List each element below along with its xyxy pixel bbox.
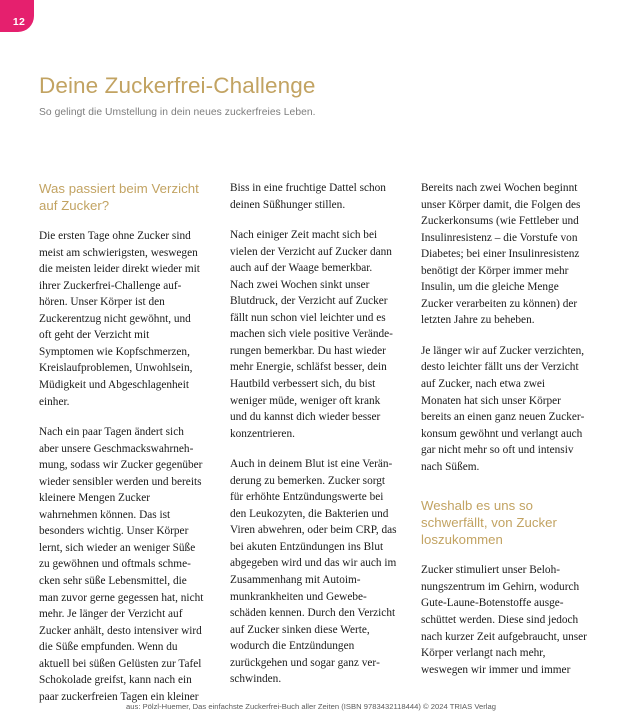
paragraph: Nach einiger Zeit macht sich bei vielen der Verzicht auf Zucker dann auch auf der Waage bemerkbar. Nach zwei Wochen sinkt unser Blutdruck, der Verzicht auf Zucker fällt nun schon viel leichter und es machen sich viele positive Veränderungen bemerkbar. Du hast wieder mehr Energie, schläfst besser, dein Hautbild verbessert sich, du bist weniger müde, weniger oft krank und du kannst dich wieder besser konzentrieren.	[230, 229, 393, 440]
text-column-1	[39, 180, 206, 705]
section-heading-weshalb: Weshalb es uns so schwerfällt, von Zucker loszukommen	[421, 498, 557, 548]
paragraph: Biss in eine fruchtige Dattel schon deinen Süßhunger stillen.	[230, 182, 386, 211]
page-title: Deine Zuckerfrei-Challenge	[39, 73, 316, 99]
paragraph: Je länger wir auf Zucker verzichten, desto leichter fällt uns der Verzicht auf Zucker, nach etwa zwei Monaten hat sich unser Körper bereits an einen ganz neuen Zuckerkonsum gewöhnt und verlangt auch gar nicht mehr so oft und intensiv nach Süßem.	[421, 344, 585, 473]
page-number-badge	[0, 0, 34, 32]
text-column-2	[230, 180, 397, 705]
footer-credit: aus: Pölzl-Huemer, Das einfachste Zuckerfrei-Buch aller Zeiten (ISBN 9783432118444) © 2024 TRIAS Verlag	[126, 702, 496, 711]
text-column-3	[421, 180, 588, 705]
article-columns	[39, 180, 589, 705]
paragraph: Die ersten Tage ohne Zucker sind meist am schwierigsten, weswegen die meisten leider direkt wieder mit ihrer Zuckerfrei-Challenge aufhören. Unser Körper ist den Zuckerentzug nicht gewöhnt, und oft geht der Verzicht mit Symptomen wie Kopfschmerzen, Kreislaufproblemen, Unwohlsein, Müdigkeit und Abgeschlagenheit einher.	[39, 230, 200, 408]
section-heading-was-passiert: Was passiert beim Verzicht auf Zucker?	[39, 181, 199, 214]
paragraph: Zucker stimuliert unser Belohnungszentrum im Gehirn, wodurch Gute-Laune-Botenstoffe ausgeschüttet werden. Diese sind jedoch nach kurzer Zeit aufgebraucht, unser Körper verlangt nach mehr, weswegen wir immer und immer	[421, 564, 587, 676]
page-subtitle: So gelingt die Umstellung in dein neues zuckerfreies Leben.	[39, 107, 316, 118]
paragraph: Bereits nach zwei Wochen beginnt unser Körper damit, die Folgen des Zuckerkonsums (wie Fettleber und Insulinresistenz – die Vorstufe von Diabetes; bei einer Insulinresistenz benötigt der Körper immer mehr Insulin, um die gleiche Menge Zucker verarbeiten zu können) der letzten Jahre zu beheben.	[421, 182, 581, 327]
page-number-label: 12	[12, 15, 25, 28]
paragraph: Auch in deinem Blut ist eine Veränderung zu bemerken. Zucker sorgt für erhöhte Entzündungswerte bei den Leukozyten, die Bakterien und Viren abwehren, oder beim CRP, das bei akuten Entzündungen ins Blut abgegeben wird und das wir auch im Zusammenhang mit Autoimmunkrankheiten und Gewebeschäden kennen. Durch den Verzicht auf Zucker sinken diese Werte, wodurch die Entzündungen zurückgehen und sogar ganz verschwinden.	[230, 458, 397, 686]
paragraph: Nach ein paar Tagen ändert sich aber unsere Geschmackswahrnehmung, sodass wir Zucker gegenüber wieder sensibler werden und bereits kleinere Mengen Zucker wahrnehmen können. Das ist besonders wichtig. Unser Körper lernt, sich wieder an weniger Süße zu gewöhnen und oftmals schmecken sehr süße Lebensmittel, die man zuvor gerne gegessen hat, nicht mehr. Je länger der Verzicht auf Zucker anhält, desto intensiver wird die Süße empfunden. Wenn du aktuell bei süßen Gelüsten zur Tafel Schokolade greifst, kann nach ein paar zuckerfreien Tagen ein kleiner	[39, 426, 204, 703]
